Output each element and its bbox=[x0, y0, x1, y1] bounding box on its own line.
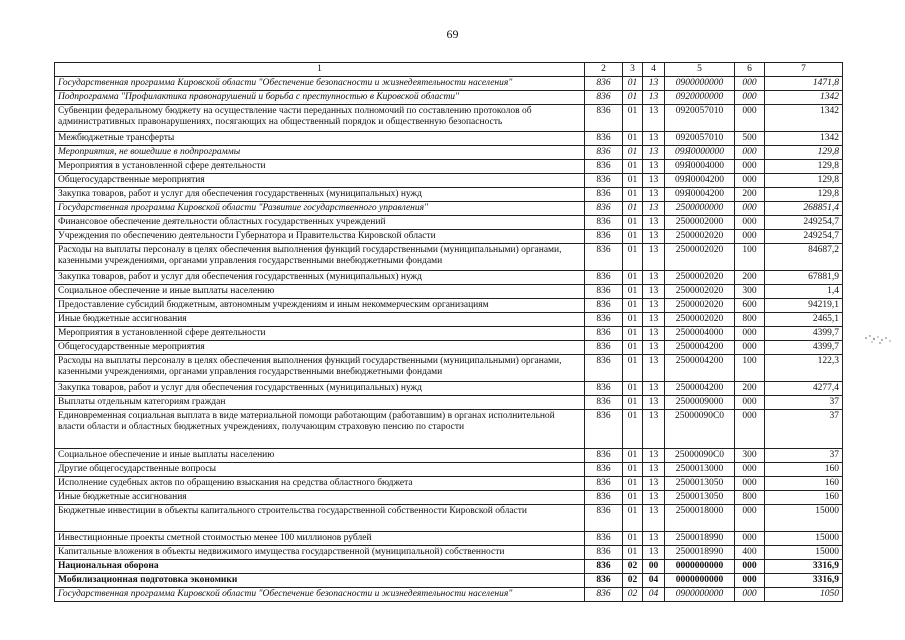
expense-type-cell: 000 bbox=[735, 77, 765, 91]
target-article-cell: 2500009000 bbox=[665, 396, 735, 410]
amount-cell: 1050 bbox=[765, 588, 843, 602]
section-cell: 01 bbox=[623, 313, 643, 327]
expense-type-cell: 000 bbox=[735, 91, 765, 105]
admin-code-cell: 836 bbox=[585, 132, 623, 146]
subsection-cell: 13 bbox=[643, 449, 665, 463]
subsection-cell: 13 bbox=[643, 271, 665, 285]
subsection-cell: 13 bbox=[643, 313, 665, 327]
section-cell: 01 bbox=[623, 382, 643, 396]
amount-cell: 3316,9 bbox=[765, 560, 843, 574]
item-name-cell: Мероприятия в установленной сфере деятельности bbox=[55, 327, 585, 341]
item-name-cell: Субвенции федеральному бюджету на осуществление части переданных полномочий по составлению протоколов об административных правонарушениях, посягающих на общественный порядок и общественную безопасность bbox=[55, 105, 585, 132]
amount-cell: 3316,9 bbox=[765, 574, 843, 588]
item-name-cell: Государственная программа Кировской области "Обеспечение безопасности и жизнедеятельности населения" bbox=[55, 77, 585, 91]
section-cell: 01 bbox=[623, 146, 643, 160]
expense-type-cell: 200 bbox=[735, 271, 765, 285]
section-cell: 01 bbox=[623, 244, 643, 271]
expense-type-cell: 000 bbox=[735, 574, 765, 588]
section-cell: 01 bbox=[623, 230, 643, 244]
admin-code-cell: 836 bbox=[585, 532, 623, 546]
section-cell: 01 bbox=[623, 188, 643, 202]
amount-cell: 37 bbox=[765, 396, 843, 410]
table-row bbox=[55, 271, 843, 285]
expense-type-cell: 000 bbox=[735, 216, 765, 230]
table-row bbox=[55, 299, 843, 313]
subsection-cell: 13 bbox=[643, 532, 665, 546]
item-name-cell: Мероприятия в установленной сфере деятельности bbox=[55, 160, 585, 174]
section-cell: 01 bbox=[623, 77, 643, 91]
item-name-cell: Государственная программа Кировской области "Развитие государственного управления" bbox=[55, 202, 585, 216]
item-name-cell: Общегосударственные мероприятия bbox=[55, 341, 585, 355]
target-article-cell: 2500018990 bbox=[665, 546, 735, 560]
expense-type-cell: 000 bbox=[735, 202, 765, 216]
target-article-cell: 0920000000 bbox=[665, 91, 735, 105]
section-cell: 01 bbox=[623, 341, 643, 355]
table-row bbox=[55, 560, 843, 574]
table-row bbox=[55, 174, 843, 188]
header-cell: 7 bbox=[765, 63, 843, 77]
admin-code-cell: 836 bbox=[585, 588, 623, 602]
budget-table bbox=[54, 62, 843, 602]
expense-type-cell: 000 bbox=[735, 588, 765, 602]
admin-code-cell: 836 bbox=[585, 230, 623, 244]
amount-cell: 4277,4 bbox=[765, 382, 843, 396]
subsection-cell: 13 bbox=[643, 546, 665, 560]
item-name-cell: Учреждения по обеспечению деятельности Губернатора и Правительства Кировской области bbox=[55, 230, 585, 244]
header-cell: 3 bbox=[623, 63, 643, 77]
subsection-cell: 00 bbox=[643, 560, 665, 574]
item-name-cell: Бюджетные инвестиции в объекты капитального строительства государственной собственности Кировской области bbox=[55, 505, 585, 532]
target-article-cell: 0000000000 bbox=[665, 574, 735, 588]
admin-code-cell: 836 bbox=[585, 146, 623, 160]
item-name-cell: Подпрограмма "Профилактика правонарушений и борьба с преступностью в Кировской области" bbox=[55, 91, 585, 105]
item-name-cell: Исполнение судебных актов по обращению взыскания на средства областного бюджета bbox=[55, 477, 585, 491]
expense-type-cell: 000 bbox=[735, 105, 765, 132]
table-row bbox=[55, 505, 843, 532]
amount-cell: 15000 bbox=[765, 532, 843, 546]
subsection-cell: 13 bbox=[643, 188, 665, 202]
target-article-cell: 2500013050 bbox=[665, 477, 735, 491]
amount-cell: 268851,4 bbox=[765, 202, 843, 216]
table-row bbox=[55, 230, 843, 244]
amount-cell: 249254,7 bbox=[765, 216, 843, 230]
expense-type-cell: 000 bbox=[735, 477, 765, 491]
item-name-cell: Социальное обеспечение и иные выплаты населению bbox=[55, 285, 585, 299]
subsection-cell: 13 bbox=[643, 230, 665, 244]
subsection-cell: 13 bbox=[643, 77, 665, 91]
item-name-cell: Социальное обеспечение и иные выплаты населению bbox=[55, 449, 585, 463]
target-article-cell: 2500004200 bbox=[665, 382, 735, 396]
target-article-cell: 2500000000 bbox=[665, 202, 735, 216]
table-body bbox=[55, 77, 843, 602]
admin-code-cell: 836 bbox=[585, 463, 623, 477]
target-article-cell: 2500013000 bbox=[665, 463, 735, 477]
section-cell: 01 bbox=[623, 299, 643, 313]
amount-cell: 15000 bbox=[765, 505, 843, 532]
table-row bbox=[55, 410, 843, 449]
subsection-cell: 13 bbox=[643, 327, 665, 341]
target-article-cell: 2500002020 bbox=[665, 299, 735, 313]
admin-code-cell: 836 bbox=[585, 285, 623, 299]
amount-cell: 249254,7 bbox=[765, 230, 843, 244]
subsection-cell: 13 bbox=[643, 463, 665, 477]
section-cell: 02 bbox=[623, 588, 643, 602]
admin-code-cell: 836 bbox=[585, 244, 623, 271]
admin-code-cell: 836 bbox=[585, 477, 623, 491]
amount-cell: 84687,2 bbox=[765, 244, 843, 271]
item-name-cell: Закупка товаров, работ и услуг для обеспечения государственных (муниципальных) нужд bbox=[55, 382, 585, 396]
amount-cell: 129,8 bbox=[765, 174, 843, 188]
amount-cell: 4399,7 bbox=[765, 327, 843, 341]
expense-type-cell: 000 bbox=[735, 230, 765, 244]
admin-code-cell: 836 bbox=[585, 77, 623, 91]
admin-code-cell: 836 bbox=[585, 546, 623, 560]
target-article-cell: 2500018000 bbox=[665, 505, 735, 532]
amount-cell: 94219,1 bbox=[765, 299, 843, 313]
section-cell: 01 bbox=[623, 327, 643, 341]
section-cell: 01 bbox=[623, 91, 643, 105]
subsection-cell: 13 bbox=[643, 341, 665, 355]
admin-code-cell: 836 bbox=[585, 105, 623, 132]
expense-type-cell: 100 bbox=[735, 355, 765, 382]
table-row bbox=[55, 449, 843, 463]
subsection-cell: 13 bbox=[643, 216, 665, 230]
expense-type-cell: 000 bbox=[735, 560, 765, 574]
section-cell: 01 bbox=[623, 355, 643, 382]
admin-code-cell: 836 bbox=[585, 396, 623, 410]
target-article-cell: 09Я0000000 bbox=[665, 146, 735, 160]
target-article-cell: 2500004000 bbox=[665, 327, 735, 341]
target-article-cell: 2500013050 bbox=[665, 491, 735, 505]
expense-type-cell: 000 bbox=[735, 396, 765, 410]
expense-type-cell: 200 bbox=[735, 382, 765, 396]
admin-code-cell: 836 bbox=[585, 505, 623, 532]
expense-type-cell: 000 bbox=[735, 410, 765, 449]
subsection-cell: 04 bbox=[643, 588, 665, 602]
target-article-cell: 0920057010 bbox=[665, 132, 735, 146]
item-name-cell: Финансовое обеспечение деятельности областных государственных учреждений bbox=[55, 216, 585, 230]
item-name-cell: Инвестиционные проекты сметной стоимостью менее 100 миллионов рублей bbox=[55, 532, 585, 546]
target-article-cell: 2500004200 bbox=[665, 355, 735, 382]
expense-type-cell: 000 bbox=[735, 160, 765, 174]
amount-cell: 1,4 bbox=[765, 285, 843, 299]
section-cell: 01 bbox=[623, 271, 643, 285]
admin-code-cell: 836 bbox=[585, 216, 623, 230]
item-name-cell: Предоставление субсидий бюджетным, автономным учреждениям и иным некоммерческим организациям bbox=[55, 299, 585, 313]
table-row bbox=[55, 327, 843, 341]
item-name-cell: Иные бюджетные ассигнования bbox=[55, 491, 585, 505]
expense-type-cell: 800 bbox=[735, 491, 765, 505]
table-row bbox=[55, 216, 843, 230]
target-article-cell: 2500018990 bbox=[665, 532, 735, 546]
admin-code-cell: 836 bbox=[585, 91, 623, 105]
section-cell: 01 bbox=[623, 202, 643, 216]
table-row bbox=[55, 132, 843, 146]
subsection-cell: 13 bbox=[643, 91, 665, 105]
amount-cell: 67881,9 bbox=[765, 271, 843, 285]
header-cell: 2 bbox=[585, 63, 623, 77]
expense-type-cell: 000 bbox=[735, 505, 765, 532]
subsection-cell: 13 bbox=[643, 146, 665, 160]
admin-code-cell: 836 bbox=[585, 202, 623, 216]
target-article-cell: 2500002020 bbox=[665, 244, 735, 271]
section-cell: 01 bbox=[623, 505, 643, 532]
expense-type-cell: 600 bbox=[735, 299, 765, 313]
target-article-cell: 2500002020 bbox=[665, 230, 735, 244]
section-cell: 01 bbox=[623, 174, 643, 188]
amount-cell: 122,3 bbox=[765, 355, 843, 382]
item-name-cell: Национальная оборона bbox=[55, 560, 585, 574]
expense-type-cell: 100 bbox=[735, 244, 765, 271]
subsection-cell: 13 bbox=[643, 299, 665, 313]
admin-code-cell: 836 bbox=[585, 491, 623, 505]
item-name-cell: Расходы на выплаты персоналу в целях обеспечения выполнения функций государственными (муниципальными) органами, казенными учреждениями, органами управления государственными внебюджетными фондами bbox=[55, 355, 585, 382]
admin-code-cell: 836 bbox=[585, 160, 623, 174]
amount-cell: 1342 bbox=[765, 105, 843, 132]
section-cell: 01 bbox=[623, 532, 643, 546]
admin-code-cell: 836 bbox=[585, 299, 623, 313]
expense-type-cell: 000 bbox=[735, 146, 765, 160]
expense-type-cell: 000 bbox=[735, 174, 765, 188]
amount-cell: 160 bbox=[765, 463, 843, 477]
section-cell: 01 bbox=[623, 216, 643, 230]
item-name-cell: Общегосударственные мероприятия bbox=[55, 174, 585, 188]
table-row bbox=[55, 91, 843, 105]
expense-type-cell: 800 bbox=[735, 313, 765, 327]
table-row bbox=[55, 188, 843, 202]
table-row bbox=[55, 546, 843, 560]
expense-type-cell: 000 bbox=[735, 341, 765, 355]
subsection-cell: 13 bbox=[643, 105, 665, 132]
target-article-cell: 0000000000 bbox=[665, 560, 735, 574]
section-cell: 01 bbox=[623, 463, 643, 477]
table-row bbox=[55, 396, 843, 410]
target-article-cell: 25000090С0 bbox=[665, 410, 735, 449]
amount-cell: 37 bbox=[765, 410, 843, 449]
table-row bbox=[55, 341, 843, 355]
target-article-cell: 09Я0004200 bbox=[665, 188, 735, 202]
header-cell: 5 bbox=[665, 63, 735, 77]
item-name-cell: Мероприятия, не вошедшие в подпрограммы bbox=[55, 146, 585, 160]
section-cell: 01 bbox=[623, 491, 643, 505]
section-cell: 01 bbox=[623, 285, 643, 299]
item-name-cell: Другие общегосударственные вопросы bbox=[55, 463, 585, 477]
table-row bbox=[55, 532, 843, 546]
subsection-cell: 13 bbox=[643, 382, 665, 396]
table-row bbox=[55, 574, 843, 588]
header-row bbox=[55, 63, 843, 77]
subsection-cell: 13 bbox=[643, 355, 665, 382]
target-article-cell: 2500004200 bbox=[665, 341, 735, 355]
admin-code-cell: 836 bbox=[585, 449, 623, 463]
admin-code-cell: 836 bbox=[585, 382, 623, 396]
target-article-cell: 2500002020 bbox=[665, 285, 735, 299]
table-row bbox=[55, 355, 843, 382]
amount-cell: 160 bbox=[765, 477, 843, 491]
amount-cell: 160 bbox=[765, 491, 843, 505]
target-article-cell: 2500002000 bbox=[665, 216, 735, 230]
expense-type-cell: 000 bbox=[735, 327, 765, 341]
item-name-cell: Единовременная социальная выплата в виде материальной помощи работающим (работавшим) в органах исполнительной власти области и областных бюджетных учреждениях, получающим страховую пенсию по старости bbox=[55, 410, 585, 449]
admin-code-cell: 836 bbox=[585, 574, 623, 588]
amount-cell: 129,8 bbox=[765, 160, 843, 174]
subsection-cell: 13 bbox=[643, 285, 665, 299]
target-article-cell: 2500002020 bbox=[665, 313, 735, 327]
item-name-cell: Капитальные вложения в объекты недвижимого имущества государственной (муниципальной) собственности bbox=[55, 546, 585, 560]
amount-cell: 129,8 bbox=[765, 146, 843, 160]
expense-type-cell: 200 bbox=[735, 188, 765, 202]
amount-cell: 4399,7 bbox=[765, 341, 843, 355]
amount-cell: 1471,8 bbox=[765, 77, 843, 91]
table-row bbox=[55, 382, 843, 396]
expense-type-cell: 000 bbox=[735, 463, 765, 477]
scan-artifact-mark bbox=[860, 330, 900, 350]
table-row bbox=[55, 491, 843, 505]
target-article-cell: 09Я0004200 bbox=[665, 174, 735, 188]
target-article-cell: 0900000000 bbox=[665, 77, 735, 91]
table-row bbox=[55, 285, 843, 299]
target-article-cell: 25000090С0 bbox=[665, 449, 735, 463]
item-name-cell: Государственная программа Кировской области "Обеспечение безопасности и жизнедеятельности населения" bbox=[55, 588, 585, 602]
amount-cell: 1342 bbox=[765, 91, 843, 105]
subsection-cell: 13 bbox=[643, 132, 665, 146]
admin-code-cell: 836 bbox=[585, 313, 623, 327]
item-name-cell: Закупка товаров, работ и услуг для обеспечения государственных (муниципальных) нужд bbox=[55, 188, 585, 202]
table-row bbox=[55, 588, 843, 602]
target-article-cell: 0920057010 bbox=[665, 105, 735, 132]
amount-cell: 15000 bbox=[765, 546, 843, 560]
subsection-cell: 13 bbox=[643, 174, 665, 188]
amount-cell: 2465,1 bbox=[765, 313, 843, 327]
admin-code-cell: 836 bbox=[585, 560, 623, 574]
table-row bbox=[55, 313, 843, 327]
table-row bbox=[55, 160, 843, 174]
expense-type-cell: 000 bbox=[735, 532, 765, 546]
table-row bbox=[55, 463, 843, 477]
amount-cell: 129,8 bbox=[765, 188, 843, 202]
admin-code-cell: 836 bbox=[585, 174, 623, 188]
subsection-cell: 13 bbox=[643, 410, 665, 449]
expense-type-cell: 400 bbox=[735, 546, 765, 560]
header-cell: 1 bbox=[55, 63, 585, 77]
table-row bbox=[55, 202, 843, 216]
table-row bbox=[55, 105, 843, 132]
amount-cell: 37 bbox=[765, 449, 843, 463]
item-name-cell: Закупка товаров, работ и услуг для обеспечения государственных (муниципальных) нужд bbox=[55, 271, 585, 285]
header-cell: 4 bbox=[643, 63, 665, 77]
header-cell: 6 bbox=[735, 63, 765, 77]
subsection-cell: 13 bbox=[643, 396, 665, 410]
section-cell: 01 bbox=[623, 449, 643, 463]
subsection-cell: 13 bbox=[643, 202, 665, 216]
section-cell: 02 bbox=[623, 574, 643, 588]
expense-type-cell: 300 bbox=[735, 449, 765, 463]
section-cell: 01 bbox=[623, 396, 643, 410]
item-name-cell: Межбюджетные трансферты bbox=[55, 132, 585, 146]
amount-cell: 1342 bbox=[765, 132, 843, 146]
admin-code-cell: 836 bbox=[585, 355, 623, 382]
section-cell: 01 bbox=[623, 546, 643, 560]
table-row bbox=[55, 477, 843, 491]
table-row bbox=[55, 146, 843, 160]
admin-code-cell: 836 bbox=[585, 327, 623, 341]
expense-type-cell: 300 bbox=[735, 285, 765, 299]
subsection-cell: 04 bbox=[643, 574, 665, 588]
target-article-cell: 2500002020 bbox=[665, 271, 735, 285]
section-cell: 01 bbox=[623, 105, 643, 132]
section-cell: 01 bbox=[623, 132, 643, 146]
section-cell: 01 bbox=[623, 477, 643, 491]
subsection-cell: 13 bbox=[643, 505, 665, 532]
admin-code-cell: 836 bbox=[585, 271, 623, 285]
section-cell: 01 bbox=[623, 410, 643, 449]
subsection-cell: 13 bbox=[643, 160, 665, 174]
expense-type-cell: 500 bbox=[735, 132, 765, 146]
admin-code-cell: 836 bbox=[585, 410, 623, 449]
section-cell: 01 bbox=[623, 160, 643, 174]
subsection-cell: 13 bbox=[643, 244, 665, 271]
item-name-cell: Выплаты отдельным категориям граждан bbox=[55, 396, 585, 410]
page-number: 69 bbox=[446, 27, 459, 41]
subsection-cell: 13 bbox=[643, 491, 665, 505]
table-row bbox=[55, 244, 843, 271]
admin-code-cell: 836 bbox=[585, 188, 623, 202]
target-article-cell: 0900000000 bbox=[665, 588, 735, 602]
admin-code-cell: 836 bbox=[585, 341, 623, 355]
item-name-cell: Расходы на выплаты персоналу в целях обеспечения выполнения функций государственными (муниципальными) органами, казенными учреждениями, органами управления государственными внебюджетными фондами bbox=[55, 244, 585, 271]
subsection-cell: 13 bbox=[643, 477, 665, 491]
section-cell: 02 bbox=[623, 560, 643, 574]
item-name-cell: Иные бюджетные ассигнования bbox=[55, 313, 585, 327]
table-row bbox=[55, 77, 843, 91]
target-article-cell: 09Я0004000 bbox=[665, 160, 735, 174]
item-name-cell: Мобилизационная подготовка экономики bbox=[55, 574, 585, 588]
